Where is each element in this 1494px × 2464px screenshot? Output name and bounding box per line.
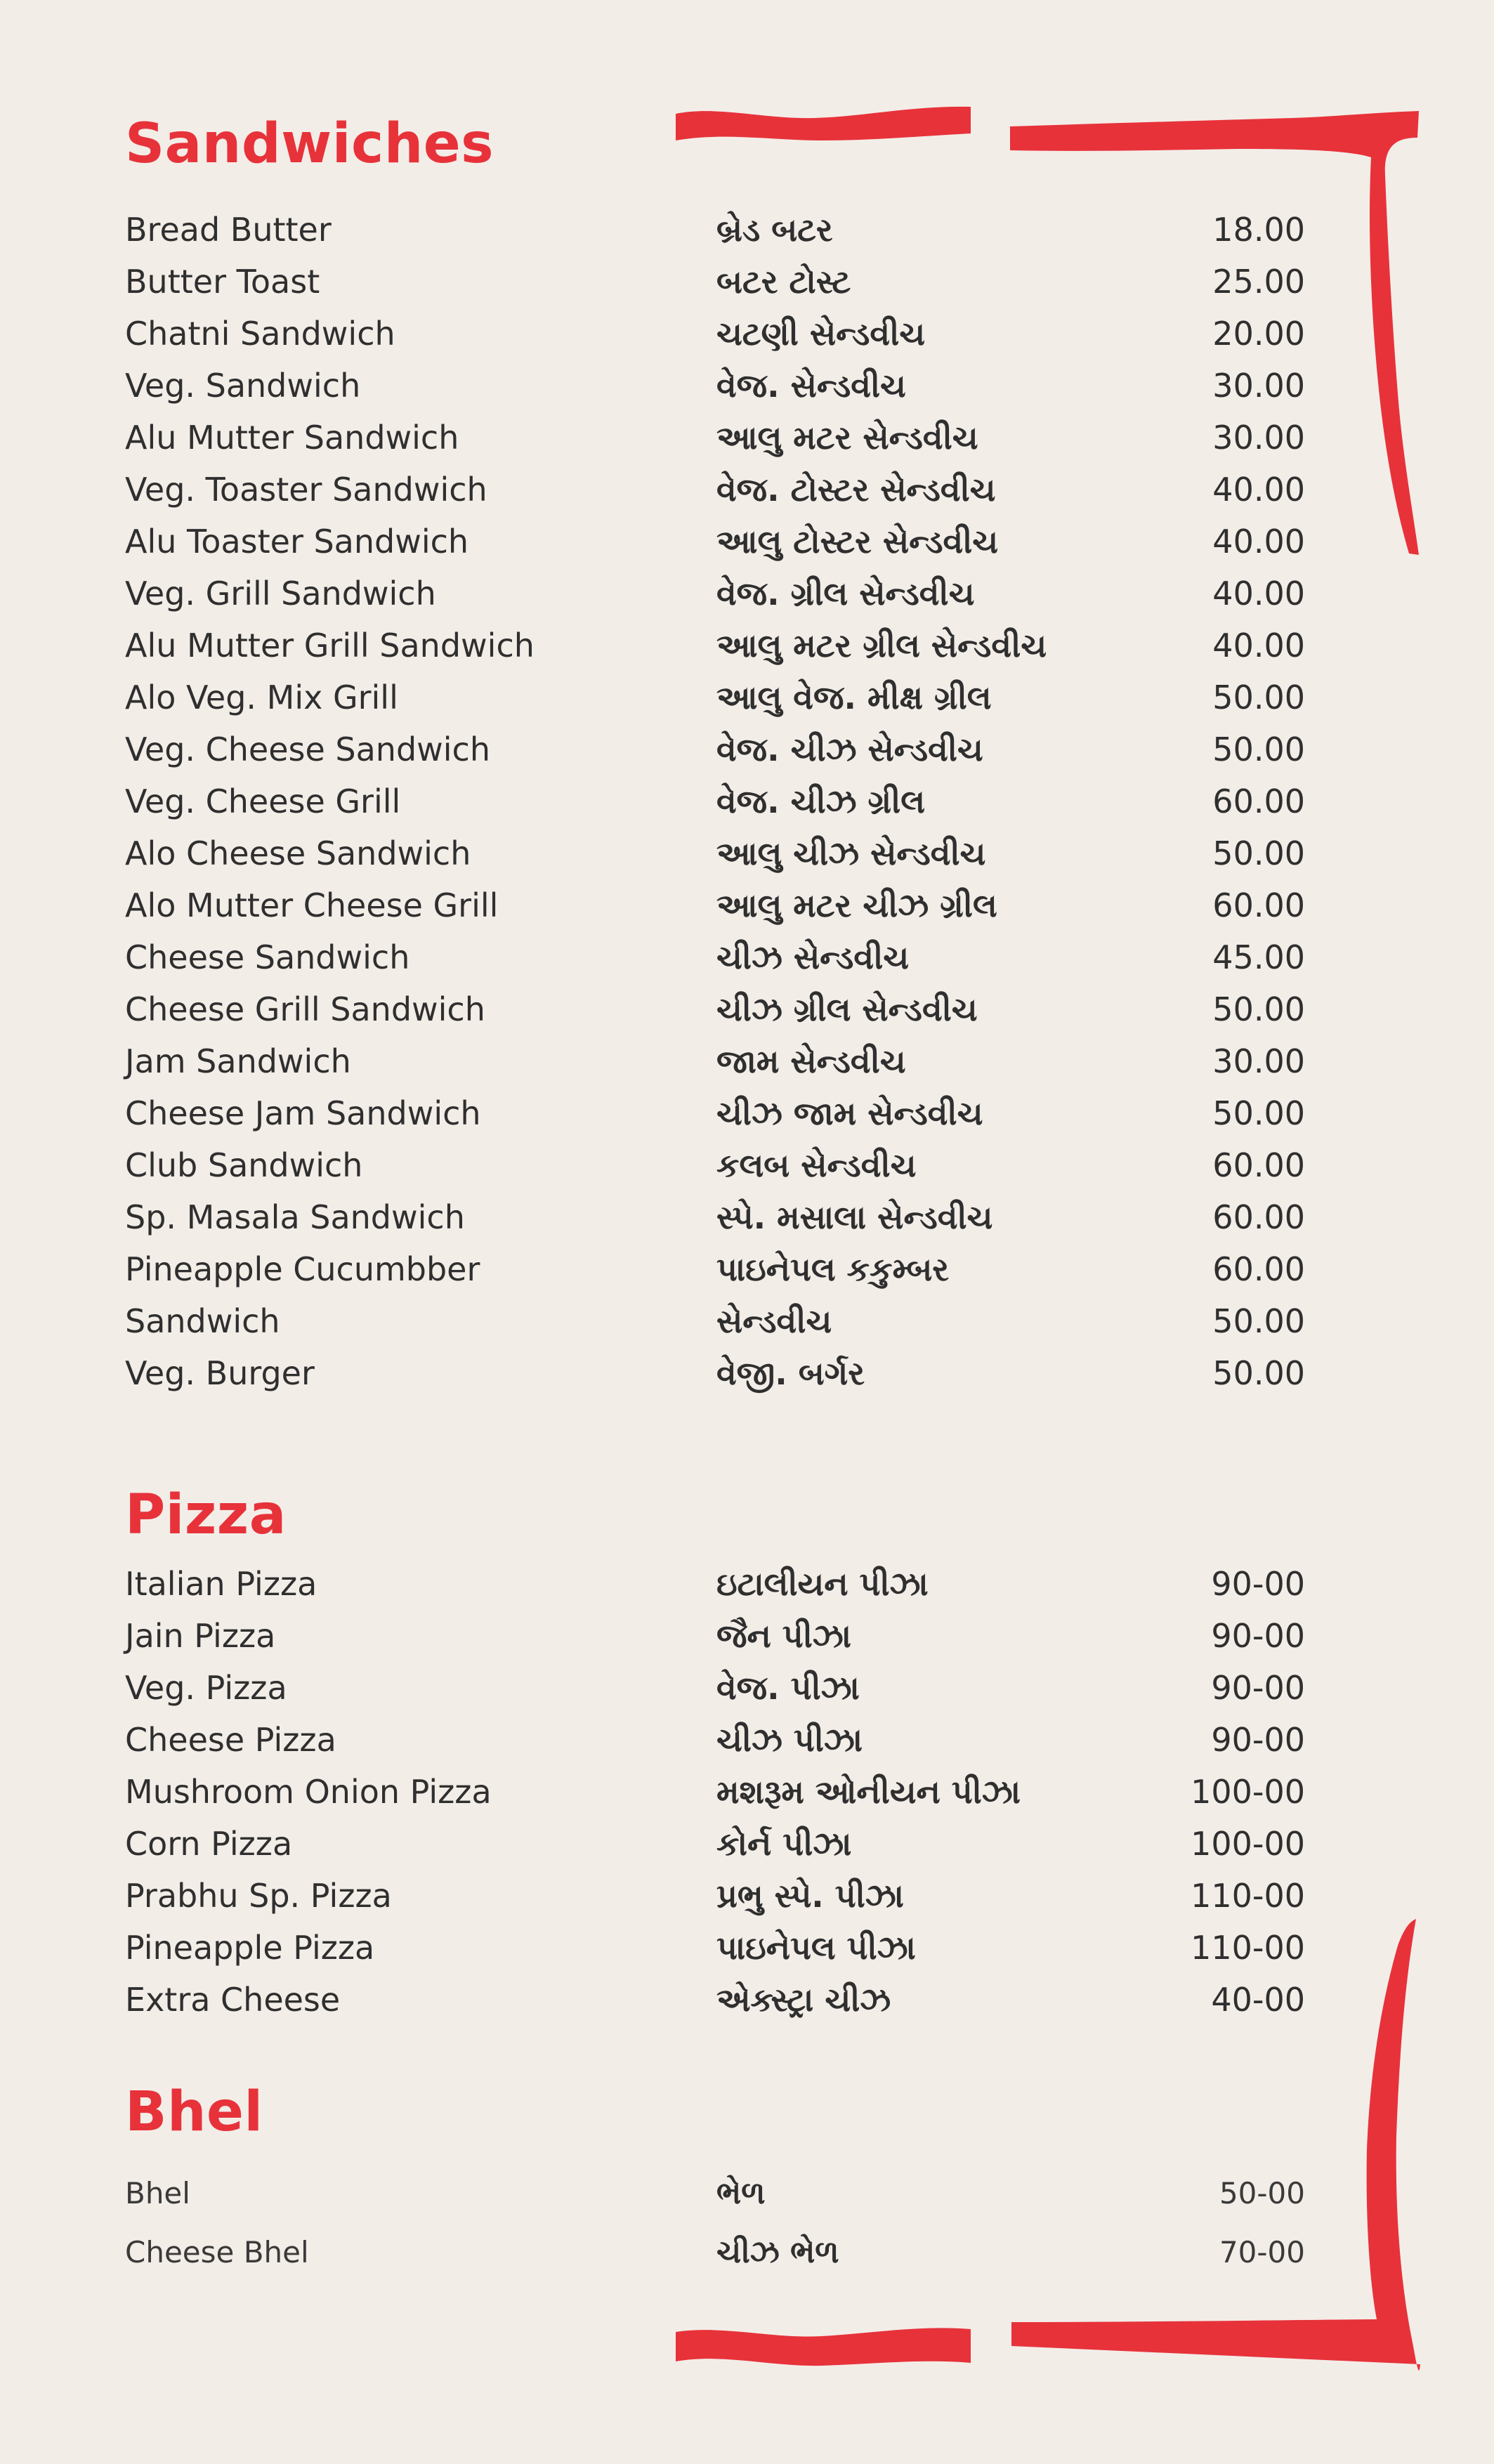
item-name-en: Veg. Toaster Sandwich [125, 471, 487, 509]
item-name-gu: સ્પે. મસાલા સેન્ડવીચ [716, 1198, 993, 1236]
sandwiches-heading: Sandwiches [125, 112, 494, 176]
brush-stroke-top-left [676, 107, 971, 140]
item-name-gu: પ્રભુ સ્પે. પીઝા [716, 1877, 904, 1915]
item-name-en: Alu Mutter Sandwich [125, 419, 459, 457]
item-name-en: Bhel [125, 2176, 190, 2210]
menu-row [0, 931, 1494, 983]
item-price: 20.00 [1212, 315, 1305, 353]
item-name-en: Corn Pizza [125, 1825, 293, 1863]
item-name-gu: વેજ. ચીઝ સેન્ડવીચ [716, 730, 983, 768]
menu-row [0, 1922, 1494, 1974]
menu-row [0, 1714, 1494, 1766]
menu-row [0, 1662, 1494, 1714]
menu-row [0, 2168, 1494, 2220]
item-price: 90-00 [1211, 1721, 1305, 1759]
menu-row [0, 1347, 1494, 1399]
item-price: 60.00 [1212, 1146, 1305, 1184]
item-price: 110-00 [1191, 1929, 1305, 1967]
item-price: 40-00 [1211, 1981, 1305, 2019]
item-name-en: Alo Cheese Sandwich [125, 834, 471, 872]
item-name-gu: બટર ટોસ્ટ [716, 263, 851, 301]
item-price: 40.00 [1212, 471, 1305, 509]
item-price: 90-00 [1211, 1617, 1305, 1655]
item-name-gu: જામ સેન્ડવીચ [716, 1042, 906, 1080]
menu-row [0, 1870, 1494, 1922]
menu-row [0, 1139, 1494, 1191]
item-name-gu: કોર્ન પીઝા [716, 1825, 852, 1863]
menu-row [0, 620, 1494, 671]
menu-row [0, 1818, 1494, 1870]
menu-row [0, 568, 1494, 620]
item-name-gu: ભેળ [716, 2175, 766, 2211]
item-price: 30.00 [1212, 1042, 1305, 1080]
item-name-en: Bread Butter [125, 211, 332, 249]
item-name-gu: કલબ સેન્ડવીચ [716, 1146, 917, 1184]
menu-row [0, 879, 1494, 931]
item-name-gu: પાઇનેપલ પીઝા [716, 1929, 916, 1967]
item-name-en: Pineapple Cucumbber [125, 1250, 480, 1288]
item-name-en: Mushroom Onion Pizza [125, 1773, 492, 1811]
item-price: 70-00 [1219, 2235, 1305, 2269]
menu-row [0, 516, 1494, 568]
menu-row [0, 1974, 1494, 2026]
item-price: 50-00 [1219, 2176, 1305, 2210]
menu-row [0, 412, 1494, 464]
item-name-gu: એક્સ્ટ્રા ચીઝ [716, 1981, 891, 2019]
item-name-gu: આલુ મટર ગ્રીલ સેન્ડવીચ [716, 627, 1047, 664]
menu-row [0, 1558, 1494, 1610]
item-name-gu: વેજ. પીઝા [716, 1669, 860, 1707]
item-price: 40.00 [1212, 575, 1305, 612]
brush-stroke-bottom-left [676, 2328, 971, 2366]
item-name-en: Jam Sandwich [125, 1042, 351, 1080]
menu-row [0, 1191, 1494, 1243]
item-name-en: Jain Pizza [125, 1617, 276, 1655]
item-price: 50.00 [1212, 679, 1305, 716]
item-name-en: Pineapple Pizza [125, 1929, 375, 1967]
item-price: 50.00 [1212, 1094, 1305, 1132]
item-name-en: Cheese Grill Sandwich [125, 990, 485, 1028]
item-name-en: Butter Toast [125, 263, 320, 301]
item-name-en: Veg. Burger [125, 1354, 315, 1392]
menu-row [0, 1610, 1494, 1662]
item-name-en: Veg. Grill Sandwich [125, 575, 436, 612]
item-price: 100-00 [1191, 1825, 1305, 1863]
item-price: 90-00 [1211, 1565, 1305, 1603]
item-name-en: Cheese Jam Sandwich [125, 1094, 481, 1132]
item-name-gu: વેજ. ગ્રીલ સેન્ડવીચ [716, 575, 975, 612]
pizza-heading: Pizza [125, 1483, 287, 1547]
menu-row [0, 1035, 1494, 1087]
item-price: 60.00 [1212, 886, 1305, 924]
item-name-en: Veg. Sandwich [125, 367, 361, 405]
item-name-gu: ચીઝ પીઝા [716, 1721, 863, 1759]
menu-row [0, 671, 1494, 723]
item-price: 25.00 [1212, 263, 1305, 301]
item-price: 60.00 [1212, 1198, 1305, 1236]
item-price: 50.00 [1212, 1302, 1305, 1340]
item-name-gu: આલુ વેજ. મીક્ષ ગ્રીલ [716, 679, 992, 716]
menu-row [0, 723, 1494, 775]
menu-row [0, 827, 1494, 879]
item-price: 90-00 [1211, 1669, 1305, 1707]
item-name-gu: જૈન પીઝા [716, 1617, 851, 1655]
item-price: 18.00 [1212, 211, 1305, 249]
menu-row [0, 983, 1494, 1035]
item-name-gu: પાઇનેપલ કકુમ્બર [716, 1250, 950, 1288]
item-price: 50.00 [1212, 730, 1305, 768]
menu-row [0, 204, 1494, 256]
item-name-gu: ઇટાલીયન પીઝા [716, 1565, 929, 1603]
menu-row [0, 775, 1494, 827]
menu-row [0, 360, 1494, 412]
item-price: 30.00 [1212, 367, 1305, 405]
item-name-gu: આલુ ચીઝ સેન્ડવીચ [716, 834, 986, 872]
item-name-en: Sp. Masala Sandwich [125, 1198, 465, 1236]
item-name-en: Veg. Pizza [125, 1669, 287, 1707]
item-name-en: Alu Mutter Grill Sandwich [125, 627, 535, 664]
item-name-gu: વેજ. સેન્ડવીચ [716, 367, 906, 405]
menu-row [0, 1243, 1494, 1295]
menu-row [0, 1295, 1494, 1347]
menu-row [0, 1087, 1494, 1139]
item-name-gu: વેજી. બર્ગર [716, 1354, 865, 1392]
item-price: 45.00 [1212, 938, 1305, 976]
item-name-en: Italian Pizza [125, 1565, 317, 1603]
item-name-en: Cheese Bhel [125, 2235, 309, 2269]
item-price: 110-00 [1191, 1877, 1305, 1915]
item-name-gu: ચીઝ ગ્રીલ સેન્ડવીચ [716, 990, 978, 1028]
item-name-gu: ચટણી સેન્ડવીચ [716, 315, 926, 353]
item-name-en: Cheese Sandwich [125, 938, 410, 976]
item-name-en: Alo Veg. Mix Grill [125, 679, 398, 716]
item-name-gu: ચીઝ જામ સેન્ડવીચ [716, 1094, 983, 1132]
item-name-en: Cheese Pizza [125, 1721, 336, 1759]
item-price: 50.00 [1212, 990, 1305, 1028]
menu-row [0, 256, 1494, 308]
menu-row [0, 308, 1494, 360]
item-name-en: Alo Mutter Cheese Grill [125, 886, 499, 924]
item-name-en: Extra Cheese [125, 1981, 341, 2019]
item-name-gu: વેજ. ટોસ્ટર સેન્ડવીચ [716, 471, 996, 509]
bhel-heading: Bhel [125, 2080, 263, 2144]
item-price: 50.00 [1212, 1354, 1305, 1392]
item-name-gu: આલુ મટર સેન્ડવીચ [716, 419, 978, 457]
item-price: 40.00 [1212, 627, 1305, 664]
item-name-en: Alu Toaster Sandwich [125, 523, 469, 561]
menu-row [0, 464, 1494, 516]
menu-row [0, 2227, 1494, 2279]
item-name-gu: વેજ. ચીઝ ગ્રીલ [716, 782, 926, 820]
item-name-en: Sandwich [125, 1302, 280, 1340]
item-price: 100-00 [1191, 1773, 1305, 1811]
menu-row [0, 1766, 1494, 1818]
item-name-gu: ચીઝ ભેળ [716, 2234, 839, 2270]
item-price: 40.00 [1212, 523, 1305, 561]
item-name-en: Veg. Cheese Sandwich [125, 730, 490, 768]
item-name-gu: મશરૂમ ઓનીયન પીઝા [716, 1773, 1021, 1811]
item-name-gu: સેન્ડવીચ [716, 1302, 832, 1340]
item-name-en: Veg. Cheese Grill [125, 782, 401, 820]
item-name-en: Club Sandwich [125, 1146, 363, 1184]
item-price: 50.00 [1212, 834, 1305, 872]
item-name-en: Prabhu Sp. Pizza [125, 1877, 392, 1915]
item-name-gu: ચીઝ સેન્ડવીચ [716, 938, 910, 976]
item-name-en: Chatni Sandwich [125, 315, 395, 353]
item-name-gu: બ્રેડ બટર [716, 211, 833, 249]
item-price: 60.00 [1212, 1250, 1305, 1288]
item-name-gu: આલુ ટોસ્ટર સેન્ડવીચ [716, 523, 999, 561]
item-price: 60.00 [1212, 782, 1305, 820]
item-name-gu: આલુ મટર ચીઝ ગ્રીલ [716, 886, 997, 924]
item-price: 30.00 [1212, 419, 1305, 457]
